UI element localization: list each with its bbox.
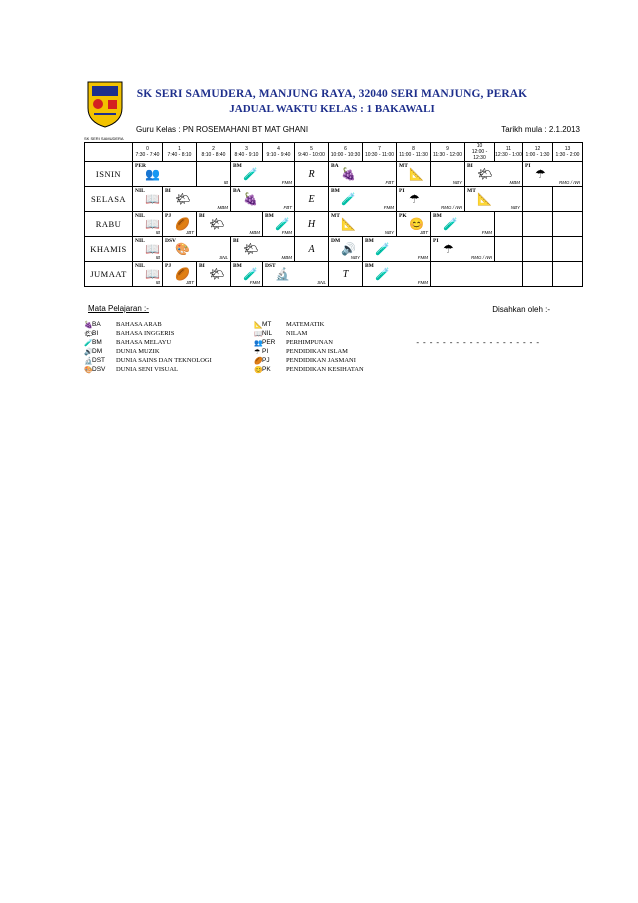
subject-code: BI (199, 213, 205, 219)
period-header (329, 143, 363, 162)
lesson-slot (231, 262, 263, 287)
lesson-slot (231, 237, 295, 262)
period-number: 6 (344, 146, 347, 152)
period-time: 9:10 - 9:40 (266, 152, 291, 158)
day-row (85, 162, 583, 187)
subject-icon: 🧪 (275, 217, 290, 231)
teacher-initials: JBT (185, 280, 194, 285)
subject-code: NIL (262, 330, 273, 337)
class-teacher: Guru Kelas : PN ROSEMAHANI BT MAT GHANI (136, 125, 309, 134)
subject-icon: 📐 (409, 167, 424, 181)
subject-code: BM (365, 263, 374, 269)
empty-slot (553, 212, 583, 237)
period-number: 9 (446, 146, 449, 152)
teacher-initials: MBM (509, 180, 520, 185)
lesson-slot (329, 162, 397, 187)
subject-name: NILAM (286, 330, 308, 337)
period-time: 10:00 - 10:30 (330, 152, 361, 158)
teacher-initials: IB (155, 255, 160, 260)
verified-by-label: Disahkan oleh :- (492, 305, 550, 314)
lesson-slot (197, 162, 231, 187)
period-header (263, 143, 295, 162)
subject-code: PJ (165, 213, 172, 219)
subject-icon: 🔬 (275, 267, 290, 281)
break-cell: E (295, 187, 329, 212)
teacher-initials: IB (155, 230, 160, 235)
subject-icon: ☂ (409, 192, 420, 206)
subject-code: BI (233, 238, 239, 244)
lesson-slot (329, 212, 397, 237)
subject-icon: 🏉 (175, 267, 190, 281)
subject-name: DUNIA SENI VISUAL (116, 366, 178, 373)
lesson-slot (329, 187, 397, 212)
lesson-slot (163, 187, 231, 212)
lesson-slot (133, 162, 197, 187)
teacher-initials: SNL (317, 280, 326, 285)
period-number: 3 (245, 146, 248, 152)
teacher-initials: SNL (219, 255, 228, 260)
subject-icon: 📖 (145, 242, 160, 256)
period-number: 11 (505, 146, 512, 152)
subject-icon: 🌤 (175, 192, 191, 206)
subject-icon: 📐 (477, 192, 492, 206)
break-cell: A (295, 237, 329, 262)
teacher-initials: NBY (384, 230, 394, 235)
break-cell: T (329, 262, 363, 287)
period-time: 12:30 - 1:00 (495, 152, 522, 158)
subject-icon: 🌤 (209, 217, 225, 231)
subject-code: PK (399, 213, 407, 219)
timetable-grid (84, 142, 583, 287)
teacher-initials: FBT (283, 205, 292, 210)
subject-legend-right (254, 320, 474, 374)
lesson-slot (397, 187, 465, 212)
subject-code: BM (365, 238, 374, 244)
subject-code: DSV (165, 238, 177, 244)
subject-code: MT (262, 321, 272, 328)
lesson-slot (363, 262, 431, 287)
legend-item (254, 365, 474, 374)
teacher-initials: MBM (281, 255, 292, 260)
subject-code: DM (92, 348, 103, 355)
subject-icon: 🌤 (243, 242, 259, 256)
lesson-slot (231, 162, 295, 187)
period-header (495, 143, 523, 162)
lesson-slot (197, 212, 263, 237)
subject-name: BAHASA ARAB (116, 321, 162, 328)
subject-icon: 📖 (145, 267, 160, 281)
lesson-slot (431, 212, 495, 237)
subject-code: MT (399, 163, 408, 169)
teacher-initials: FMM (481, 230, 492, 235)
subject-icon: 🎨 (175, 242, 190, 256)
subject-code: NIL (135, 238, 145, 244)
subject-icon: 📖 (145, 192, 160, 206)
legend-heading: Mata Pelajaran :- (88, 304, 149, 313)
subject-code: DSV (92, 366, 106, 373)
subject-name: BAHASA MELAYU (116, 339, 172, 346)
day-label: RABU (85, 212, 133, 237)
lesson-slot (163, 212, 197, 237)
subject-icon: 👥 (254, 338, 263, 347)
subject-name: PERHIMPUNAN (286, 339, 333, 346)
subject-code: BI (165, 188, 171, 194)
subject-code: BI (92, 330, 99, 337)
teacher-initials: RMG / IWI (471, 255, 492, 260)
empty-slot (523, 212, 553, 237)
subject-icon: 🧪 (84, 338, 93, 347)
subject-icon: 🍇 (243, 192, 258, 206)
empty-slot (553, 262, 583, 287)
period-time: 11:00 - 11:30 (399, 152, 428, 158)
subject-icon: ☂ (443, 242, 454, 256)
subject-code: NIL (135, 188, 145, 194)
period-header (363, 143, 397, 162)
teacher-initials: NBY (510, 205, 520, 210)
day-row (85, 212, 583, 237)
subject-name: MATEMATIK (286, 321, 325, 328)
subject-icon: 🌤 (477, 167, 493, 181)
day-label: ISNIN (85, 162, 133, 187)
subject-code: PI (399, 188, 405, 194)
subject-code: MT (331, 213, 340, 219)
subject-icon: 🍇 (84, 320, 93, 329)
lesson-slot (197, 262, 231, 287)
period-number: 10 (476, 143, 483, 149)
period-number: 8 (412, 146, 415, 152)
subject-icon: 🧪 (375, 267, 390, 281)
teacher-initials: JBT (419, 230, 428, 235)
period-time: 8:40 - 9:10 (234, 152, 259, 158)
period-time: 9:40 - 10:00 (298, 152, 325, 158)
teacher-initials: FMM (417, 255, 428, 260)
subject-code: PJ (262, 357, 270, 364)
lesson-slot (431, 237, 495, 262)
legend-item (254, 320, 474, 329)
lesson-slot (133, 237, 163, 262)
subject-name: DUNIA SAINS DAN TEKNOLOGI (116, 357, 212, 364)
teacher-initials: NBY (350, 255, 360, 260)
lesson-slot (163, 262, 197, 287)
lesson-slot (133, 187, 163, 212)
day-header-cell (85, 143, 133, 162)
legend-item (254, 338, 474, 347)
lesson-slot (329, 237, 363, 262)
lesson-slot (495, 212, 523, 237)
teacher-initials: FMM (383, 205, 394, 210)
subject-code: BA (92, 321, 101, 328)
subject-icon: 🔊 (341, 242, 356, 256)
day-row (85, 262, 583, 287)
subject-name: DUNIA MUZIK (116, 348, 160, 355)
day-row (85, 187, 583, 212)
period-time: 7:30 - 7:40 (135, 152, 160, 158)
lesson-slot (263, 262, 329, 287)
period-time: 10:30 - 11:00 (364, 152, 395, 158)
subject-icon: 🧪 (243, 167, 258, 181)
period-header (431, 143, 465, 162)
subject-code: BM (233, 163, 242, 169)
subject-code: BA (331, 163, 339, 169)
period-header (197, 143, 231, 162)
period-number: 0 (146, 146, 149, 152)
subject-name: PENDIDIKAN JASMANI (286, 357, 356, 364)
subject-code: BI (199, 263, 205, 269)
subject-code: PER (262, 339, 276, 346)
period-number: 1 (178, 146, 181, 152)
subject-code: BM (233, 263, 242, 269)
subject-icon: 🏉 (254, 356, 263, 365)
period-header-row (85, 143, 583, 162)
lesson-slot (465, 162, 523, 187)
timetable-page (84, 78, 580, 374)
period-number: 5 (310, 146, 313, 152)
subject-code: PK (262, 366, 271, 373)
subject-icon: 🧪 (243, 267, 258, 281)
period-header (553, 143, 583, 162)
subject-name: BAHASA INGGERIS (116, 330, 175, 337)
subject-code: BA (233, 188, 241, 194)
subject-code: PI (525, 163, 531, 169)
subject-code: BM (265, 213, 274, 219)
subject-icon: 📖 (254, 329, 263, 338)
break-cell: H (295, 212, 329, 237)
signature-line: - - - - - - - - - - - - - - - - - - - (416, 338, 540, 347)
subject-code: PI (433, 238, 439, 244)
subject-code: BM (331, 188, 340, 194)
lesson-slot (133, 262, 163, 287)
lesson-slot (523, 162, 583, 187)
lesson-slot (263, 212, 295, 237)
subject-icon: 🔊 (84, 347, 93, 356)
subject-icon: 🧪 (375, 242, 390, 256)
lesson-slot (431, 262, 523, 287)
subject-code: DM (331, 238, 341, 244)
subject-icon: 👥 (145, 167, 160, 181)
period-time: 8:10 - 8:40 (201, 152, 226, 158)
subject-icon: 🧪 (443, 217, 458, 231)
subject-code: NIL (135, 213, 145, 219)
break-cell: R (295, 162, 329, 187)
lesson-slot (523, 187, 553, 212)
period-header (523, 143, 553, 162)
subject-icon: 🔬 (84, 356, 93, 365)
subject-icon: 🌤 (209, 267, 225, 281)
subject-code: PER (135, 163, 146, 169)
empty-slot (523, 237, 553, 262)
subject-icon: ☂ (254, 347, 261, 356)
lesson-slot (397, 212, 431, 237)
lesson-slot (431, 162, 465, 187)
day-row (85, 237, 583, 262)
day-label: JUMAAT (85, 262, 133, 287)
period-header (231, 143, 263, 162)
subject-code: MT (467, 188, 476, 194)
teacher-initials: MBM (217, 205, 228, 210)
day-label: KHAMIS (85, 237, 133, 262)
period-time: 1:00 - 1:30 (525, 152, 550, 158)
subject-icon: 😊 (409, 217, 424, 231)
lesson-slot (163, 237, 231, 262)
period-number: 7 (378, 146, 381, 152)
subject-icon: 📐 (341, 217, 356, 231)
period-number: 12 (534, 146, 541, 152)
empty-slot (553, 237, 583, 262)
empty-slot (523, 262, 553, 287)
empty-slot (553, 187, 583, 212)
subject-code: PI (262, 348, 269, 355)
subject-icon: 🍇 (341, 167, 356, 181)
teacher-initials: RMG / IWI (441, 205, 462, 210)
teacher-initials: FBT (385, 180, 394, 185)
period-time: 1:30 - 2:00 (555, 152, 580, 158)
lesson-slot (397, 162, 431, 187)
period-time: 7:40 - 8:10 (167, 152, 192, 158)
period-header (465, 143, 495, 162)
period-header (397, 143, 431, 162)
period-header (133, 143, 163, 162)
day-label: SELASA (85, 187, 133, 212)
period-number: 2 (212, 146, 215, 152)
subject-code: BI (467, 163, 473, 169)
period-header (163, 143, 197, 162)
lesson-slot (363, 237, 431, 262)
subject-code: NIL (135, 263, 145, 269)
subject-icon: 😊 (254, 365, 263, 374)
subject-code: BM (92, 339, 102, 346)
period-header (295, 143, 329, 162)
teacher-initials: RMG / IWI (559, 180, 580, 185)
teacher-initials: FMM (417, 280, 428, 285)
school-footnote: SK SERI SAMUDERA (84, 136, 124, 141)
subject-code: PJ (165, 263, 172, 269)
subject-name: PENDIDIKAN KESIHATAN (286, 366, 364, 373)
period-time: 12:00 - 12:30 (471, 149, 488, 161)
teacher-initials: FMM (281, 230, 292, 235)
lesson-slot (495, 237, 523, 262)
subject-code: BM (433, 213, 442, 219)
legend-item (254, 347, 474, 356)
lesson-slot (465, 187, 523, 212)
teacher-initials: JBT (185, 230, 194, 235)
period-number: 4 (277, 146, 280, 152)
subject-icon: 🧪 (341, 192, 356, 206)
teacher-initials: IB (223, 180, 228, 185)
teacher-initials: IB (155, 280, 160, 285)
legend-item (254, 329, 474, 338)
school-title: SK SERI SAMUDERA, MANJUNG RAYA, 32040 SERI MANJUNG, PERAK (136, 88, 528, 100)
period-number: 13 (564, 146, 571, 152)
teacher-initials: FMM (281, 180, 292, 185)
subject-name: PENDIDIKAN ISLAM (286, 348, 348, 355)
subject-icon: 📐 (254, 320, 263, 329)
subject-icon: 📖 (145, 217, 160, 231)
teacher-initials: MBM (249, 230, 260, 235)
timetable-title: JADUAL WAKTU KELAS : 1 BAKAWALI (229, 103, 435, 115)
period-time: 11:30 - 12:00 (432, 152, 463, 158)
subject-icon: ☂ (535, 167, 546, 181)
legend-item (254, 356, 474, 365)
start-date: Tarikh mula : 2.1.2013 (501, 125, 580, 134)
subject-icon: 🎨 (84, 365, 93, 374)
lesson-slot (231, 187, 295, 212)
teacher-initials: NBY (452, 180, 462, 185)
subject-code: DST (92, 357, 105, 364)
subject-code: DST (265, 263, 276, 269)
subject-icon: 🏉 (175, 217, 190, 231)
teacher-initials: FMM (249, 280, 260, 285)
subject-icon: 🌤 (84, 329, 93, 338)
header (84, 78, 580, 141)
lesson-slot (133, 212, 163, 237)
